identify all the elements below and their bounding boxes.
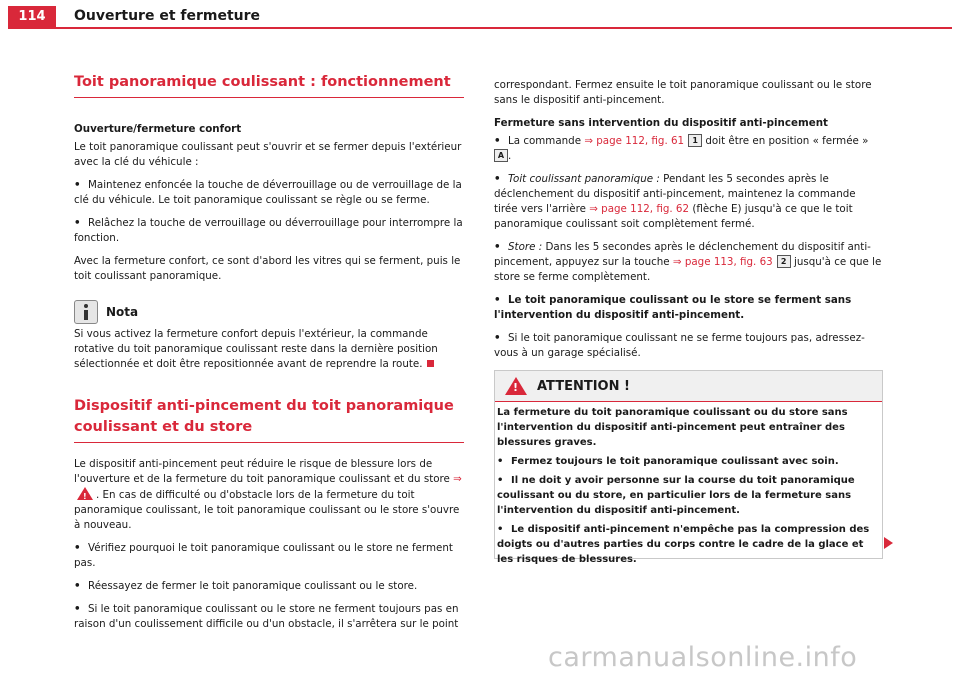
bullet-icon: •: [497, 524, 504, 535]
bullet-icon: •: [74, 603, 81, 615]
list-item-text: Le toit panoramique coulissant ou le store se ferment sans l'intervention du dispositif anti-pincement.: [494, 294, 852, 321]
list-item-text: Maintenez enfoncée la touche de déverrouillage ou de verrouillage de la clé du véhicule. Le toit panoramique coulissant se règle ou se ferme.: [74, 179, 462, 206]
list-item: [74, 178, 464, 208]
page-link-fig63[interactable]: ⇒ page 113, fig. 63: [672, 256, 773, 268]
section-title-anti-pinch: Dispositif anti-pincement du toit panoramique coulissant et du store: [74, 396, 464, 443]
chapter-title: Ouverture et fermeture: [74, 8, 261, 24]
next-page-arrow-icon[interactable]: [884, 537, 893, 549]
list-item-text: Le dispositif anti-pincement n'empêche pas la compression des doigts ou d'autres parties du corps contre le cadre de la glace et les risques de blessures.: [497, 524, 870, 565]
list-item-text: (flèche E) jusqu'à ce que le toit panoramique coulissant soit complètement fermé.: [494, 203, 853, 230]
list-item: [497, 473, 880, 518]
list-item: [494, 172, 882, 232]
nota-text-content: Si vous activez la fermeture confort depuis l'extérieur, la commande rotative du toit panoramique coulissant reste dans la dernière position sélectionnée et doit être repositionnée avant de reprendre la route.: [74, 328, 438, 370]
list-item: [497, 522, 880, 567]
list-item-text: Dans les 5 secondes après le déclenchement du dispositif anti-pincement, appuyez sur la touche: [494, 241, 871, 268]
paragraph-comfort: Avec la fermeture confort, ce sont d'abord les vitres qui se ferment, puis le toit coulissant panoramique.: [74, 255, 461, 282]
list-item-text: Si le toit panoramique coulissant ne se ferme toujours pas, adressez-vous à un garage spécialisé.: [494, 332, 865, 359]
bullet-icon: •: [494, 294, 501, 306]
warning-triangle-icon: [505, 377, 527, 395]
position-badge-A: A: [494, 149, 508, 162]
bullet-icon: •: [494, 135, 501, 147]
list-item: [74, 216, 464, 246]
page-link-fig61[interactable]: ⇒ page 112, fig. 61: [584, 135, 685, 147]
list-item-text: Fermez toujours le toit panoramique coulissant avec soin.: [511, 456, 839, 467]
list-item-text: jusqu'à ce que le store se ferme complètement.: [494, 256, 882, 283]
list-item-text: Pendant les 5 secondes après le déclenchement du dispositif anti-pincement, maintenez la commande tirée vers l'arrière: [494, 173, 856, 215]
right-column: [494, 78, 882, 361]
list-item: [497, 454, 880, 469]
list-item: [494, 293, 882, 323]
nota-text: [74, 327, 464, 372]
bullet-icon: •: [74, 580, 81, 592]
paragraph-anti-pinch: [74, 457, 464, 533]
list-item: [494, 240, 882, 285]
list-item: [74, 602, 464, 632]
nota-label: Nota: [106, 304, 139, 319]
bullet-icon: •: [74, 542, 81, 554]
list-item-text: La commande: [508, 135, 582, 147]
list-item-emphasis: Toit coulissant panoramique :: [508, 173, 660, 185]
bullet-icon: •: [74, 217, 81, 229]
paragraph-text: . En cas de difficulté ou d'obstacle lors de la fermeture du toit panoramique coulissant, le toit panoramique coulissant ou le store s'ouvre à nouveau.: [74, 489, 460, 531]
position-badge-2: 2: [777, 255, 791, 268]
page-link-fig62[interactable]: ⇒ page 112, fig. 62: [589, 203, 690, 215]
list-item-text: Vérifiez pourquoi le toit panoramique coulissant ou le store ne ferment pas.: [74, 542, 453, 569]
section-title-operation: Toit panoramique coulissant : fonctionnement: [74, 72, 464, 98]
bullet-icon: •: [494, 241, 501, 253]
warning-ref-arrow[interactable]: ⇒: [453, 473, 462, 485]
left-column: [74, 72, 464, 632]
bullet-icon: •: [494, 332, 501, 344]
bullet-icon: •: [74, 179, 81, 191]
list-item-text: .: [508, 150, 512, 162]
list-item: [494, 134, 882, 164]
list-item: [74, 541, 464, 571]
paragraph-text: Le dispositif anti-pincement peut réduire le risque de blessure lors de l'ouverture et de la fermeture du toit panoramique coulissant et du store: [74, 458, 450, 485]
list-item-text: Relâchez la touche de verrouillage ou déverrouillage pour interrompre la fonction.: [74, 217, 463, 244]
paragraph-continued: correspondant. Fermez ensuite le toit panoramique coulissant ou le store sans le dispositif anti-pincement.: [494, 79, 872, 106]
list-item-text: Réessayez de fermer le toit panoramique coulissant ou le store.: [88, 580, 418, 592]
bullet-icon: •: [497, 475, 504, 486]
list-item: [494, 331, 882, 361]
subheading-comfort: Ouverture/fermeture confort: [74, 123, 242, 135]
subheading-no-anti-pinch: Fermeture sans intervention du dispositif anti-pincement: [494, 117, 828, 129]
attention-body: [495, 402, 882, 567]
warning-triangle-icon[interactable]: [77, 487, 93, 500]
page-header: [0, 0, 960, 30]
list-item-emphasis: Store :: [508, 241, 543, 253]
list-item-text: doit être en position « fermée »: [705, 135, 869, 147]
paragraph-intro: Le toit panoramique coulissant peut s'ouvrir et se fermer depuis l'extérieur avec la clé du véhicule :: [74, 141, 462, 168]
list-item-text: Si le toit panoramique coulissant ou le store ne ferment toujours pas en raison d'un coulissement difficile ou d'un obstacle, il s'arrêtera sur le point: [74, 603, 459, 630]
bullet-icon: •: [494, 173, 501, 185]
attention-box: [494, 370, 883, 565]
info-icon: [74, 300, 98, 324]
page-number: 114: [8, 6, 56, 28]
list-item-text: Il ne doit y avoir personne sur la course du toit panoramique coulissant ou du store, en particulier lors de la fermeture sans l'intervention du dispositif anti-pincement.: [497, 475, 855, 516]
list-item: [74, 579, 464, 594]
nota-header: [74, 300, 464, 324]
end-marker-icon: [427, 360, 434, 367]
attention-title: ATTENTION !: [537, 378, 630, 394]
attention-header: [495, 371, 882, 402]
header-rule: [8, 27, 952, 29]
attention-intro: La fermeture du toit panoramique coulissant ou du store sans l'intervention du dispositif anti-pincement peut entraîner des blessures graves.: [497, 407, 848, 448]
watermark: carmanualsonline.info: [548, 642, 858, 673]
position-badge-1: 1: [688, 134, 702, 147]
bullet-icon: •: [497, 456, 504, 467]
